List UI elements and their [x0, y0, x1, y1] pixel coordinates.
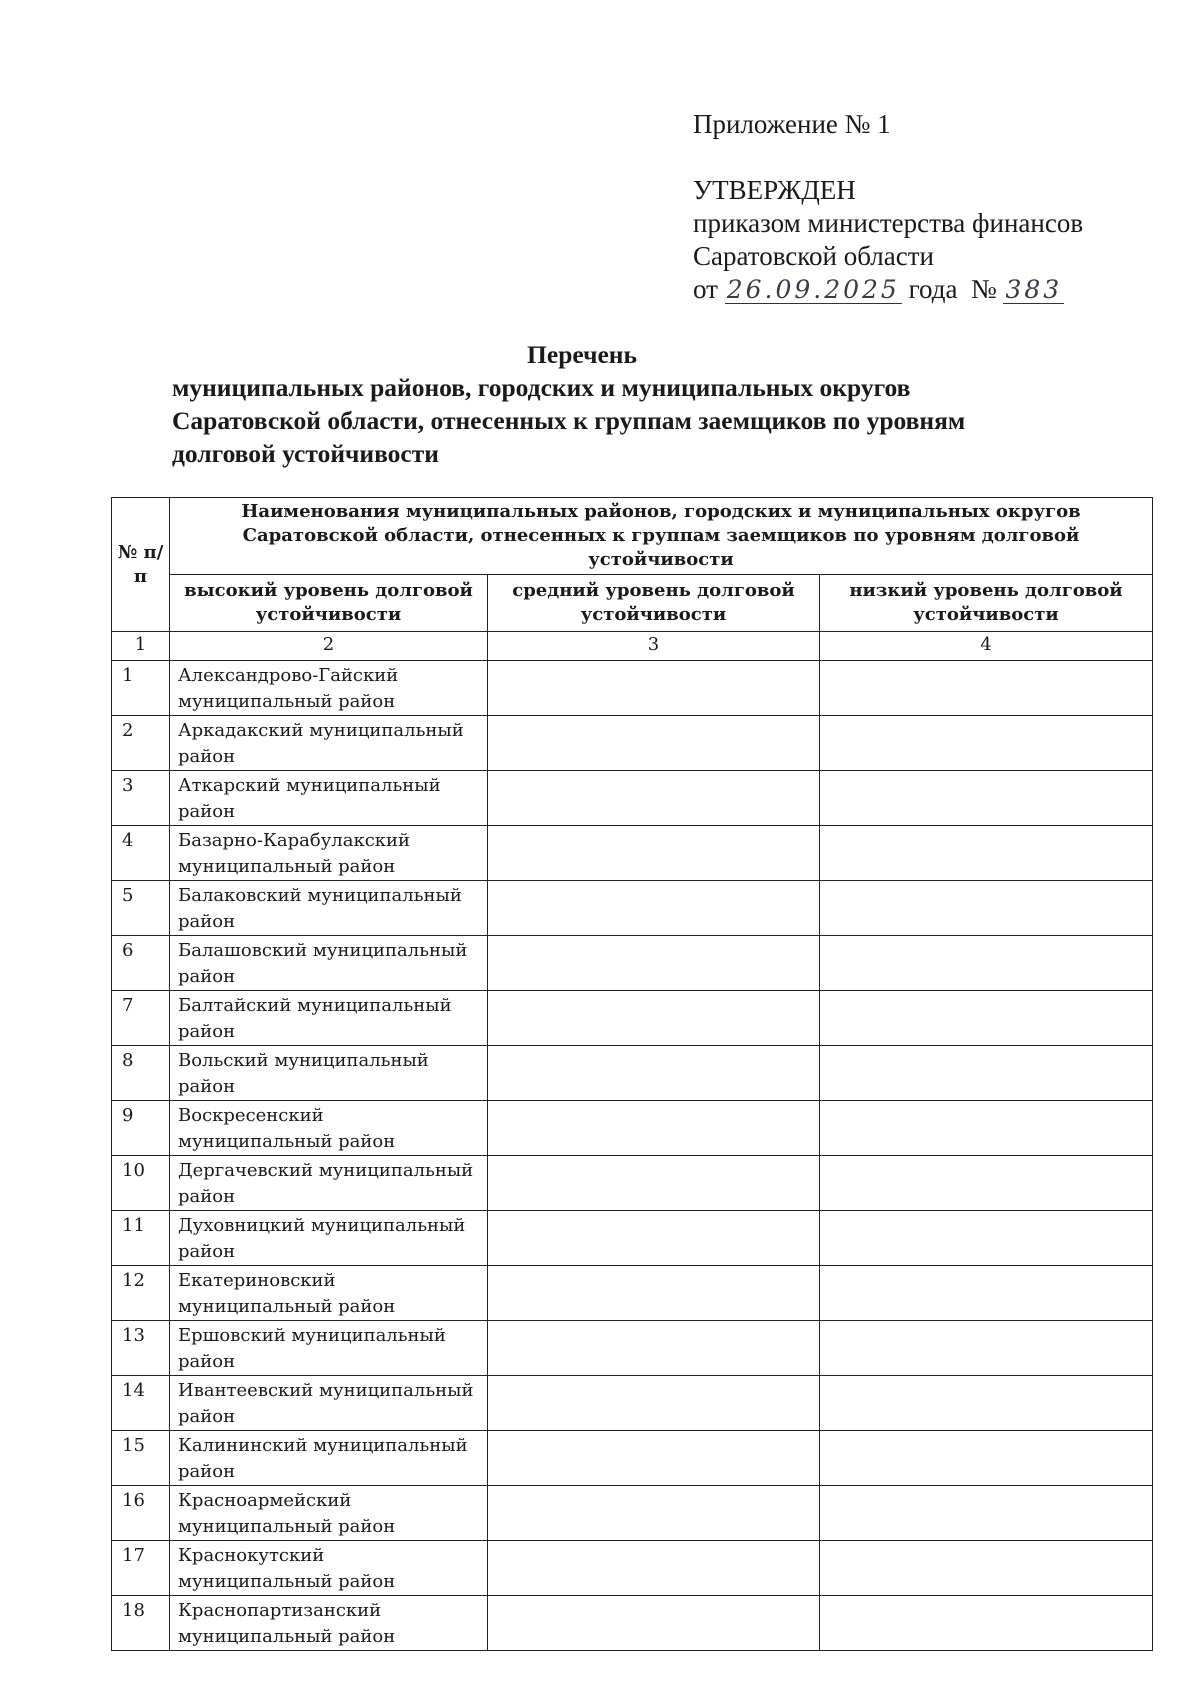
row-number: 8 — [112, 1046, 170, 1101]
year-word: года — [908, 274, 958, 304]
row-name-high: Красноармейский муниципальный район — [170, 1486, 488, 1541]
row-low — [820, 826, 1153, 881]
row-medium — [488, 1541, 820, 1596]
row-name-high: Краснопартизанский муниципальный район — [170, 1596, 488, 1651]
table-row — [112, 991, 1153, 1046]
row-low — [820, 1266, 1153, 1321]
region-line: Саратовской области — [693, 241, 934, 271]
table-row — [112, 1101, 1153, 1156]
handwritten-date: 26.09.2025 — [726, 275, 900, 304]
table-row — [112, 1431, 1153, 1486]
row-name-high: Екатериновский муниципальный район — [170, 1266, 488, 1321]
table-row — [112, 1376, 1153, 1431]
header-number: № п/п — [112, 498, 170, 632]
row-low — [820, 716, 1153, 771]
row-low — [820, 1376, 1153, 1431]
row-number: 15 — [112, 1431, 170, 1486]
table-row — [112, 661, 1153, 716]
row-number: 13 — [112, 1321, 170, 1376]
row-number: 10 — [112, 1156, 170, 1211]
row-name-high: Аркадакский муниципальный район — [170, 716, 488, 771]
table-row — [112, 716, 1153, 771]
table-body — [112, 661, 1153, 1651]
row-name-high: Вольский муниципальный район — [170, 1046, 488, 1101]
row-low — [820, 661, 1153, 716]
row-name-high: Духовницкий муниципальный район — [170, 1211, 488, 1266]
table-row — [112, 1596, 1153, 1651]
row-low — [820, 991, 1153, 1046]
row-number: 5 — [112, 881, 170, 936]
row-medium — [488, 1376, 820, 1431]
row-number: 6 — [112, 936, 170, 991]
column-number-4: 4 — [820, 632, 1153, 661]
date-number-line — [693, 273, 1173, 306]
row-low — [820, 771, 1153, 826]
row-name-high: Александрово-Гайский муниципальный район — [170, 661, 488, 716]
document-title — [172, 338, 1072, 470]
row-medium — [488, 661, 820, 716]
header-medium: средний уровень долговой устойчивости — [488, 575, 820, 632]
table-row — [112, 936, 1153, 991]
row-low — [820, 1431, 1153, 1486]
table-row — [112, 771, 1153, 826]
order-line: приказом министерства финансов — [693, 208, 1084, 238]
row-number: 3 — [112, 771, 170, 826]
row-medium — [488, 1596, 820, 1651]
row-medium — [488, 826, 820, 881]
table-row — [112, 1321, 1153, 1376]
title-line-2: муниципальных районов, городских и муниципальных округов — [172, 373, 911, 402]
borrowers-table — [111, 497, 1153, 1651]
table-row — [112, 1266, 1153, 1321]
row-low — [820, 1156, 1153, 1211]
table-row — [112, 881, 1153, 936]
handwritten-number: 383 — [1005, 275, 1063, 304]
row-name-high: Краснокутский муниципальный район — [170, 1541, 488, 1596]
row-name-high: Ершовский муниципальный район — [170, 1321, 488, 1376]
row-medium — [488, 1266, 820, 1321]
row-number: 12 — [112, 1266, 170, 1321]
row-name-high: Базарно-Карабулакский муниципальный район — [170, 826, 488, 881]
header-group: Наименования муниципальных районов, городских и муниципальных округов Саратовской области, отнесенных к группам заемщиков по уровням долговой устойчивости — [170, 498, 1153, 575]
title-line-1: Перечень — [527, 340, 637, 369]
row-medium — [488, 1101, 820, 1156]
table-row — [112, 1211, 1153, 1266]
row-low — [820, 1321, 1153, 1376]
row-number: 18 — [112, 1596, 170, 1651]
date-prefix: от — [693, 274, 718, 304]
row-low — [820, 1101, 1153, 1156]
row-low — [820, 1596, 1153, 1651]
row-number: 2 — [112, 716, 170, 771]
approval-block — [693, 108, 1173, 306]
column-number-2: 2 — [170, 632, 488, 661]
row-name-high: Балтайский муниципальный район — [170, 991, 488, 1046]
table-row — [112, 826, 1153, 881]
row-medium — [488, 1486, 820, 1541]
table-row — [112, 1156, 1153, 1211]
row-medium — [488, 1156, 820, 1211]
row-medium — [488, 771, 820, 826]
column-number-1: 1 — [112, 632, 170, 661]
row-low — [820, 881, 1153, 936]
table-row — [112, 1486, 1153, 1541]
row-number: 4 — [112, 826, 170, 881]
row-medium — [488, 716, 820, 771]
row-number: 16 — [112, 1486, 170, 1541]
row-low — [820, 1211, 1153, 1266]
row-name-high: Дергачевский муниципальный район — [170, 1156, 488, 1211]
number-prefix: № — [970, 274, 997, 304]
table-row — [112, 1541, 1153, 1596]
row-medium — [488, 881, 820, 936]
row-name-high: Аткарский муниципальный район — [170, 771, 488, 826]
row-medium — [488, 1211, 820, 1266]
row-name-high: Ивантеевский муниципальный район — [170, 1376, 488, 1431]
header-low: низкий уровень долговой устойчивости — [820, 575, 1153, 632]
row-medium — [488, 1046, 820, 1101]
table-row — [112, 1046, 1153, 1101]
title-line-4: долговой устойчивости — [172, 439, 439, 468]
row-low — [820, 1046, 1153, 1101]
row-name-high: Воскресенский муниципальный район — [170, 1101, 488, 1156]
title-line-3: Саратовской области, отнесенных к группам заемщиков по уровням — [172, 406, 966, 435]
row-medium — [488, 1431, 820, 1486]
approved-label: УТВЕРЖДЕН — [693, 175, 856, 205]
row-low — [820, 1486, 1153, 1541]
row-number: 9 — [112, 1101, 170, 1156]
row-number: 17 — [112, 1541, 170, 1596]
row-medium — [488, 1321, 820, 1376]
header-high: высокий уровень долговой устойчивости — [170, 575, 488, 632]
row-number: 11 — [112, 1211, 170, 1266]
row-number: 7 — [112, 991, 170, 1046]
appendix-label: Приложение № 1 — [693, 109, 891, 139]
row-name-high: Балаковский муниципальный район — [170, 881, 488, 936]
row-low — [820, 1541, 1153, 1596]
row-low — [820, 936, 1153, 991]
row-name-high: Калининский муниципальный район — [170, 1431, 488, 1486]
column-number-3: 3 — [488, 632, 820, 661]
row-number: 14 — [112, 1376, 170, 1431]
row-medium — [488, 991, 820, 1046]
row-medium — [488, 936, 820, 991]
row-number: 1 — [112, 661, 170, 716]
row-name-high: Балашовский муниципальный район — [170, 936, 488, 991]
